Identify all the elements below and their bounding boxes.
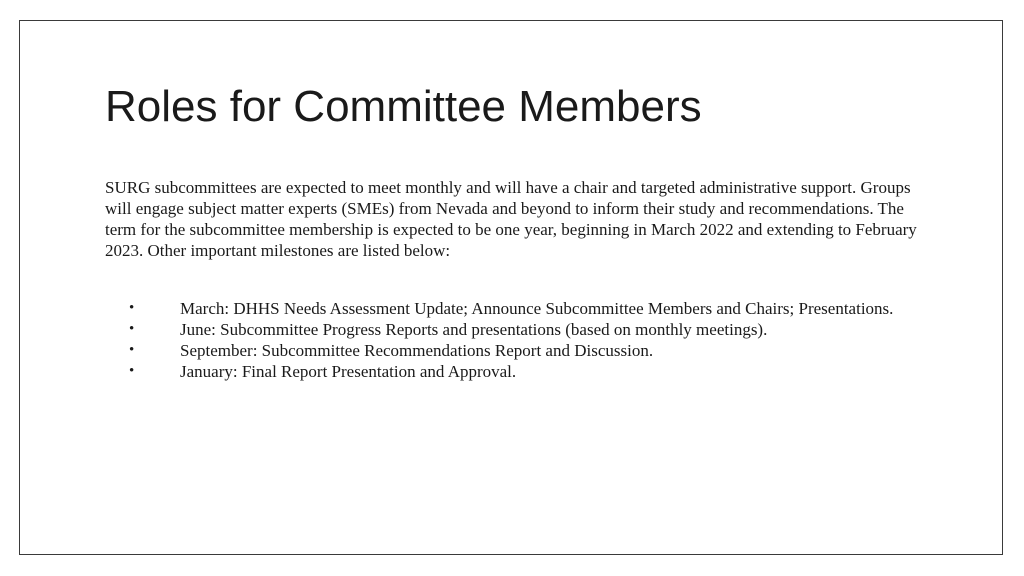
bullet-icon: •: [129, 321, 135, 337]
list-item: [105, 361, 905, 382]
list-item: [105, 340, 905, 361]
milestone-text: September: Subcommittee Recommendations Report and Discussion.: [180, 341, 654, 360]
milestone-text: January: Final Report Presentation and Approval.: [180, 362, 517, 381]
intro-paragraph: SURG subcommittees are expected to meet monthly and will have a chair and targeted administrative support. Groups will engage subject matter experts (SMEs) from Nevada and beyond to inform their study and recommendations. The term for the subcommittee membership is expected to be one year, beginning in March 2022 and extending to February 2023. Other important milestones are listed below:: [105, 178, 917, 260]
bullet-icon: •: [129, 342, 135, 358]
bullet-icon: •: [129, 363, 135, 379]
bullet-icon: •: [129, 300, 135, 316]
list-item: [105, 298, 905, 319]
milestone-list: [105, 298, 905, 382]
list-item: [105, 319, 905, 340]
slide-frame: [19, 20, 1003, 555]
milestone-text: March: DHHS Needs Assessment Update; Announce Subcommittee Members and Chairs; Presentations.: [180, 299, 894, 318]
milestone-text: June: Subcommittee Progress Reports and presentations (based on monthly meetings).: [180, 320, 768, 339]
slide-title: Roles for Committee Members: [105, 82, 702, 131]
